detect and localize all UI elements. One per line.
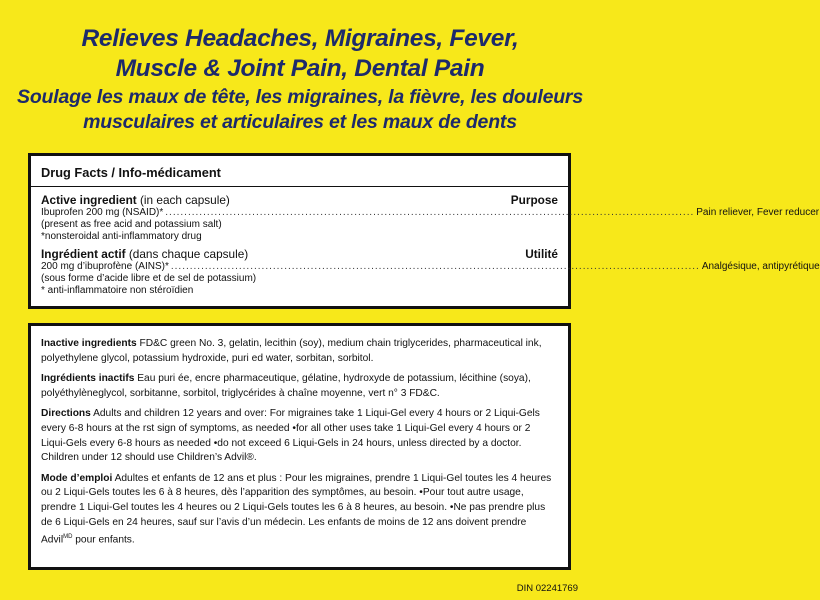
- headline-fr-line-1: Soulage les maux de tête, les migraines, la fièvre, les douleurs: [17, 86, 583, 108]
- din-number: DIN 02241769: [516, 583, 578, 594]
- ingredient-form-en: (present as free acid and potassium salt): [41, 219, 222, 230]
- headline-fr-line-2: musculaires et articulaires et les maux de dents: [83, 111, 517, 133]
- inactive-ingredients-text: FD&C green No. 3, gelatin, lecithin (soy), medium chain triglycerides, pharmaceutical ink, polyethylene glycol, potassium hydroxide, puri ed water, sorbitan, sorbitol.: [41, 338, 542, 364]
- mode-emploi-label: Mode d’emploi: [41, 472, 113, 484]
- ingredient-en: Ibuprofen 200 mg (NSAID)*: [41, 207, 164, 218]
- utilite-label: Utilité: [525, 247, 558, 261]
- leader-dots: ............................................................................................................................................: [165, 207, 695, 218]
- drug-facts-body: [31, 187, 820, 297]
- inactive-ingredients-label: Inactive ingredients: [41, 338, 137, 349]
- purpose-label: Purpose: [510, 193, 558, 207]
- leader-dots: ............................................................................................................................................: [170, 261, 700, 272]
- headline-en-line-2: Muscle & Joint Pain, Dental Pain: [115, 55, 485, 82]
- md-superscript: MD: [63, 534, 73, 541]
- mode-emploi-end: pour enfants.: [72, 534, 135, 546]
- directions-text: Adults and children 12 years and over: For migraines take 1 Liqui-Gel every 4 hours or 2 Liqui-Gels every 6-8 hours at the rst sign of symptoms, as needed •for all other uses take 1 Liqui-Gel every 4 hours or 2 Liqui-Gels every 6-8 hours as needed •do not exceed 6 Liqui-Gels in 24 hours, unless directed by a doctor. Children under 12 should use Children’s Advil®.: [41, 408, 540, 464]
- footnote-en: *nonsteroidal anti-inflammatory drug: [41, 231, 202, 242]
- directions-fr: [41, 472, 558, 548]
- ingredients-inactifs-label: Ingrédients inactifs: [41, 373, 135, 385]
- ingredient-fr: 200 mg d’ibuprofène (AINS)*: [41, 261, 169, 272]
- drug-facts-title: Drug Facts / Info-médicament: [31, 156, 568, 187]
- directions-body: [31, 326, 568, 548]
- footnote-fr: * anti-inflammatoire non stéroïdien: [41, 285, 194, 296]
- directions-en: [41, 407, 558, 465]
- active-ingredient-note: (in each capsule): [140, 193, 230, 207]
- drug-facts-panel: [28, 153, 820, 309]
- inactive-ingredients-fr: [41, 372, 558, 401]
- directions-label: Directions: [41, 408, 91, 420]
- purpose-fr: Analgésique, antipyrétique: [701, 261, 820, 272]
- ingredients-inactifs-text: Eau puri ée, encre pharmaceutique, gélatine, hydroxyde de potassium, lécithine (soya), polyéthylèneglycol, sorbitanne, sorbitol, triglycérides à chaîne moyenne, vert n° 3 FD&C.: [41, 373, 531, 399]
- active-ingredient-header-fr: [41, 247, 558, 261]
- inactive-ingredients-en: [41, 337, 558, 366]
- ingredient-form-fr: (sous forme d’acide libre et de sel de potassium): [41, 273, 257, 284]
- ingredient-actif-label: Ingrédient actif: [41, 247, 126, 261]
- headline: [0, 24, 600, 134]
- purpose-en: Pain reliever, Fever reducer: [696, 207, 820, 218]
- active-ingredient-label: Active ingredient: [41, 193, 137, 207]
- mode-emploi-text: Adultes et enfants de 12 ans et plus : Pour les migraines, prendre 1 Liqui-Gel toutes les 4 heures ou 2 Liqui-Gels toutes les 6 à 8 heures, dès l’apparition des symptômes, au besoin. •Pour tout autre usage, prendre 1 Liqui-Gel toutes les 4 heures ou 2 Liqui-Gels toutes les 6 à 8 heures, au besoin. •Ne pas prendre plus de 6 Liqui-Gels en 24 heures, sauf sur l’avis d’un médecin. Les enfants de moins de 12 ans doivent prendre Advil: [41, 472, 552, 546]
- ingredient-row-en: [41, 207, 820, 219]
- headline-en-line-1: Relieves Headaches, Migraines, Fever,: [81, 25, 519, 52]
- directions-panel: [28, 323, 571, 570]
- ingredient-row-fr: [41, 261, 820, 273]
- active-ingredient-header-en: [41, 193, 558, 207]
- ingredient-actif-note: (dans chaque capsule): [128, 247, 249, 261]
